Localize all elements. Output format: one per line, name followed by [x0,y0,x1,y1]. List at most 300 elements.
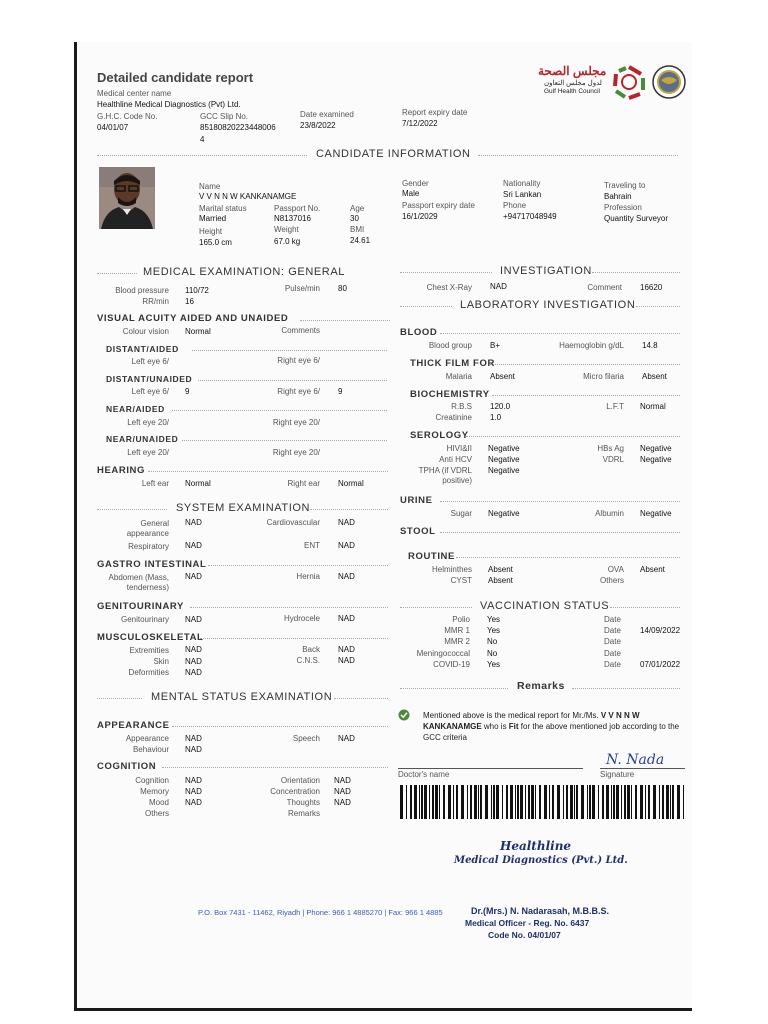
barcode-bar [557,785,560,819]
barcode-bar [480,785,482,819]
divider [198,380,387,381]
check-icon [398,709,410,721]
divider [97,509,167,510]
system-title: SYSTEM EXAMINATION [176,502,311,514]
stamp-line-2: Medical Diagnostics (Pvt.) Ltd. [454,855,628,866]
divider [172,410,387,411]
vdrl-value: Negative [640,455,672,464]
cyst-value: Absent [488,576,513,585]
concentration-value: NAD [334,787,351,796]
du-right-value: 9 [338,387,343,396]
rbs-label: R.B.S [451,402,472,411]
extremities-value: NAD [185,645,202,654]
barcode-bar [653,785,656,819]
barcode-bar [592,785,595,819]
barcode-bar [627,785,630,819]
orientation-label: Orientation [280,776,320,785]
orientation-value: NAD [334,776,351,785]
barcode-bar [672,785,674,819]
barcode-bar [419,785,420,819]
genito-title: GENITOURINARY [97,601,184,612]
passport-value: N8137016 [274,214,311,223]
malaria-label: Malaria [445,372,472,381]
barcode-bar [448,785,451,819]
barcode-bar [621,785,622,819]
da-right-label: Right eye 6/ [277,356,320,365]
ghc-label: G.H.C. Code No. [97,112,158,121]
mood-value: NAD [185,798,202,807]
vaccine-date-label: Date [604,649,621,658]
nu-right-label: Right eye 20/ [272,448,320,457]
doctor-name-line [398,768,583,769]
serology-title: SEROLOGY [410,430,469,441]
barcode-bar [640,785,643,819]
expiry-value: 7/12/2022 [402,119,438,128]
appearance-label: Appearance [125,734,169,743]
barcode-bar [414,785,417,819]
divider [610,607,680,608]
concentration-label: Concentration [270,787,320,796]
divider [400,272,492,273]
candidate-section-title: CANDIDATE INFORMATION [316,148,471,160]
nu-left-label: Left eye 20/ [127,448,169,457]
phone-label: Phone [503,201,527,210]
barcode [398,783,688,821]
ghc-value: 04/01/07 [97,123,129,132]
logo-arabic: مجلس الصحة [538,64,607,78]
mental-title: MENTAL STATUS EXAMINATION [151,691,333,703]
signature-label: Signature [600,770,635,779]
vaccine-date-label: Date [604,626,621,635]
remarks-title: Remarks [517,680,565,692]
barcode-bar [528,785,530,819]
ent-label: ENT [304,541,320,550]
barcode-bar [491,785,492,819]
stool-title: STOOL [400,526,436,537]
gender-value: Male [402,189,420,198]
cardio-value: NAD [338,518,355,527]
comment-label: Comment [587,283,622,292]
blood-group-label: Blood group [428,341,472,350]
musculo-title: MUSCULOSKELETAL [97,632,204,643]
right-ear-value: Normal [338,479,364,488]
vaccine-name: MMR 1 [444,626,470,635]
barcode-bar [429,785,430,819]
malaria-value: Absent [490,372,515,381]
hb-label: Haemoglobin g/dL [559,341,624,350]
barcode-bar [683,785,684,819]
abdomen-value: NAD [185,572,202,581]
helminthes-value: Absent [488,565,513,574]
divider [478,155,678,156]
divider [466,436,680,437]
barcode-bar [611,785,612,819]
barcode-bar [552,785,554,819]
signature-line [600,768,685,769]
appearance-value: NAD [185,734,202,743]
barcode-bar [443,785,445,819]
skin-label: Skin [153,657,169,666]
tpha-value: Negative [488,466,520,475]
speech-value: NAD [338,734,355,743]
visual-title: VISUAL ACUITY AIDED AND UNAIDED [97,313,289,324]
general-appearance-value: NAD [185,518,202,527]
divider [400,688,508,689]
general-appearance-label: General appearance [126,519,169,538]
rbs-value: 120.0 [490,402,511,411]
resp-label: Respiratory [128,542,169,551]
bmi-value: 24.61 [350,236,371,245]
resp-value: NAD [185,541,202,550]
page-edge-bottom [74,1008,692,1011]
age-label: Age [350,204,365,213]
barcode-bar [461,785,464,819]
vaccine-status: Yes [487,660,501,669]
vaccine-status: No [487,649,498,658]
barcode-bar [535,785,536,819]
thoughts-value: NAD [334,798,351,807]
stamp-doctor: Dr.(Mrs.) N. Nadarasah, M.B.B.S. [471,906,610,916]
divider [97,155,307,156]
distant-aided-title: DISTANT/AIDED [106,344,179,354]
barcode-bar [496,785,499,819]
remarks-text [423,710,685,743]
routine-title: ROUTINE [408,551,455,562]
hbsag-label: HBs Ag [597,444,624,453]
general-title: MEDICAL EXAMINATION: GENERAL [143,266,346,278]
cognition-label: Cognition [135,776,169,785]
vaccine-name: MMR 2 [444,637,470,646]
vaccine-date-label: Date [604,660,621,669]
barcode-bar [478,785,479,819]
comments-label: Comments [281,326,320,335]
divider [182,440,387,441]
barcode-bar [493,785,495,819]
urine-title: URINE [400,495,433,506]
creatinine-label: Creatinine [435,413,472,422]
remarks-text-post: for the above mentioned job according to the GCC criteria [423,722,680,742]
barcode-bar [670,785,671,819]
barcode-bar [539,785,541,819]
divider [400,306,452,307]
barcode-bar [525,785,526,819]
deformities-label: Deformities [128,668,169,677]
xray-value: NAD [490,282,507,291]
genito-value: NAD [185,615,202,624]
barcode-bar [544,785,547,819]
barcode-bar [456,785,458,819]
barcode-bar [510,785,513,819]
barcode-bar [453,785,454,819]
divider [97,273,137,274]
barcode-bar [435,785,438,819]
behaviour-label: Behaviour [132,745,169,754]
vaccine-status: Yes [487,626,501,635]
barcode-bar [662,785,664,819]
divider [334,698,388,699]
ghc-logo-icon [611,64,647,100]
marital-value: Married [199,214,227,223]
colour-label: Colour vision [122,327,169,336]
near-aided-title: NEAR/AIDED [106,404,165,414]
cns-label: C.N.S. [296,656,320,665]
na-left-label: Left eye 20/ [127,418,169,427]
name-value: V V N N W KANKANAMGE [199,192,297,201]
divider [492,395,680,396]
cognition-value: NAD [185,776,202,785]
barcode-bar [645,785,646,819]
pp-expiry-label: Passport expiry date [402,201,475,210]
divider [592,272,680,273]
height-value: 165.0 cm [199,238,232,247]
age-value: 30 [350,214,359,223]
hiv-value: Negative [488,444,520,453]
barcode-bar [400,785,403,819]
mood-label: Mood [148,798,169,807]
barcode-bar [517,785,519,819]
du-left-label: Left eye 6/ [131,387,169,396]
gastro-title: GASTRO INTESTINAL [97,559,207,570]
remarks-candidate-name: V V N N W KANKANAMGE [423,711,640,731]
name-label: Name [199,182,221,191]
barcode-bar [666,785,669,819]
pp-expiry-value: 16/1/2029 [402,212,438,221]
skin-value: NAD [185,657,202,666]
signature: N. Nada [606,752,665,768]
left-ear-label: Left ear [141,479,169,488]
passport-label: Passport No. [274,204,321,213]
barcode-bar [485,785,488,819]
ent-value: NAD [338,541,355,550]
divider [310,509,388,510]
biochemistry-title: BIOCHEMISTRY [410,389,490,400]
ova-label: OVA [607,565,624,574]
bp-value: 110/72 [185,286,209,295]
report-title: Detailed candidate report [97,70,254,85]
divider [300,320,390,321]
divider [440,333,680,334]
divider [456,557,680,558]
weight-value: 67.0 kg [274,237,301,246]
nationality-label: Nationality [503,179,541,188]
cardio-label: Cardiovascular [266,518,320,527]
barcode-bar [581,785,584,819]
pulse-value: 80 [338,284,347,293]
barcode-bar [566,785,568,819]
vdrl-label: VDRL [602,455,624,464]
barcode-bar [631,785,632,819]
rr-value: 16 [185,297,194,306]
barcode-bar [659,785,660,819]
lft-label: L.F.T [606,402,624,411]
stamp-code: Code No. 04/01/07 [488,930,561,940]
barcode-bar [549,785,550,819]
du-left-value: 9 [185,387,190,396]
bmi-label: BMI [350,225,365,234]
micro-filaria-value: Absent [642,372,667,381]
profession-value: Quantity Surveyor [604,214,669,223]
center-name: Healthline Medical Diagnostics (Pvt) Ltd. [97,100,241,109]
expiry-label: Report expiry date [402,108,468,117]
vaccine-status: No [487,637,498,646]
cognition-title: COGNITION [97,761,157,772]
speech-label: Speech [292,734,320,743]
doctor-name-label: Doctor's name [398,770,450,779]
divider [192,350,387,351]
barcode-bar [502,785,503,819]
hernia-label: Hernia [296,572,320,581]
divider [572,688,680,689]
right-ear-label: Right ear [287,479,320,488]
abdomen-label: Abdomen (Mass, tenderness) [108,573,169,592]
vaccine-status: Yes [487,615,501,624]
divider [162,767,388,768]
tpha-label: TPHA (if VDRL positive) [418,466,472,485]
hernia-value: NAD [338,572,355,581]
hiv-label: HIVI&II [446,444,472,453]
vaccine-date-label: Date [604,615,621,624]
fit-status: Fit [508,722,519,731]
others-label: Others [144,809,169,818]
cyst-label: CYST [450,576,472,585]
thick-film-title: THICK FILM FOR [410,358,495,369]
appearance-title: APPEARANCE [97,720,170,731]
stamp-line-1: Healthline [500,839,572,853]
center-label: Medical center name [97,89,172,98]
blood-title: BLOOD [400,327,438,338]
pulse-label: Pulse/min [284,284,320,293]
deformities-value: NAD [185,668,202,677]
gender-label: Gender [402,179,429,188]
na-right-label: Right eye 20/ [272,418,320,427]
creatinine-value: 1.0 [490,413,502,422]
xray-label: Chest X-Ray [426,283,472,292]
hbsag-value: Negative [640,444,672,453]
hydrocele-label: Hydrocele [283,614,320,623]
barcode-bar [587,785,588,819]
investigation-title: INVESTIGATION [500,265,592,277]
vaccine-name: COVID-19 [433,660,470,669]
barcode-bar [635,785,637,819]
memory-value: NAD [185,787,202,796]
barcode-bar [574,785,575,819]
barcode-bar [520,785,523,819]
bp-label: Blood pressure [115,286,169,295]
candidate-photo [99,167,155,229]
divider [440,501,680,502]
barcode-bar [613,785,615,819]
remarks-text-pre: Mentioned above is the medical report for Mr./Ms. [423,711,601,720]
barcode-bar [598,785,599,819]
barcode-bar [467,785,468,819]
vaccine-date: 07/01/2022 [640,660,681,669]
barcode-bar [589,785,591,819]
thoughts-label: Thoughts [286,798,320,807]
sugar-value: Negative [488,509,520,518]
divider [148,471,388,472]
vaccination-title: VACCINATION STATUS [480,600,610,612]
marital-label: Marital status [199,204,247,213]
hb-value: 14.8 [642,341,658,350]
lab-others-label: Others [599,576,624,585]
hydrocele-value: NAD [338,614,355,623]
ova-value: Absent [640,565,665,574]
weight-label: Weight [274,225,299,234]
barcode-bar [648,785,650,819]
divider [172,726,388,727]
footer-address: P.O. Box 7431 - 11462, Riyadh | Phone: 966 1 4885270 | Fax: 966 1 4885 [198,908,443,917]
slip-value: 85180820223448006 [200,123,276,132]
remarks-text-mid: who is [481,722,509,731]
albumin-label: Albumin [595,509,624,518]
divider [190,607,388,608]
barcode-bar [531,785,534,819]
divider [490,364,680,365]
da-left-label: Left eye 6/ [131,357,169,366]
colour-value: Normal [185,327,211,336]
gcc-emblem-icon [651,64,687,100]
barcode-bar [602,785,604,819]
barcode-bar [506,785,508,819]
stamp-officer: Medical Officer - Reg. No. 6437 [465,918,590,928]
blood-group-value: B+ [490,341,501,350]
barcode-bar [421,785,423,819]
distant-unaided-title: DISTANT/UNAIDED [106,374,193,384]
barcode-bar [570,785,573,819]
near-unaided-title: NEAR/UNAIDED [106,434,179,444]
barcode-bar [432,785,434,819]
rr-label: RR/min [142,297,169,306]
divider [97,698,142,699]
profession-label: Profession [604,203,642,212]
vaccine-name: Polio [452,615,470,624]
comment-value: 16620 [640,283,663,292]
hcv-label: Anti HCV [439,455,472,464]
vaccine-name: Meningococcal [416,649,470,658]
slip-label: GCC Slip No. [200,112,249,121]
albumin-value: Negative [640,509,672,518]
left-ear-value: Normal [185,479,211,488]
micro-filaria-label: Micro filaria [583,372,624,381]
traveling-label: Traveling to [604,181,646,190]
logo-arabic-2: لدول مجلس التعاون [544,80,602,87]
lab-title: LABORATORY INVESTIGATION [460,299,636,311]
page-edge [74,42,77,1010]
back-label: Back [302,645,320,654]
back-value: NAD [338,645,355,654]
vaccine-date: 14/09/2022 [640,626,681,635]
date-examined-label: Date examined [300,110,354,119]
extremities-label: Extremities [129,646,169,655]
vaccine-date-label: Date [604,637,621,646]
divider [200,638,388,639]
lft-value: Normal [640,402,666,411]
barcode-bar [677,785,680,819]
barcode-bar [624,785,626,819]
divider [400,607,472,608]
date-examined-value: 23/8/2022 [300,121,336,130]
barcode-bar [474,785,477,819]
barcode-bar [406,785,407,819]
remarks-label: Remarks [287,809,320,818]
barcode-bar [606,785,609,819]
genito-label: Genitourinary [120,615,169,624]
divider [636,306,680,307]
barcode-bar [424,785,427,819]
behaviour-value: NAD [185,745,202,754]
memory-label: Memory [140,787,169,796]
hearing-title: HEARING [97,465,146,476]
